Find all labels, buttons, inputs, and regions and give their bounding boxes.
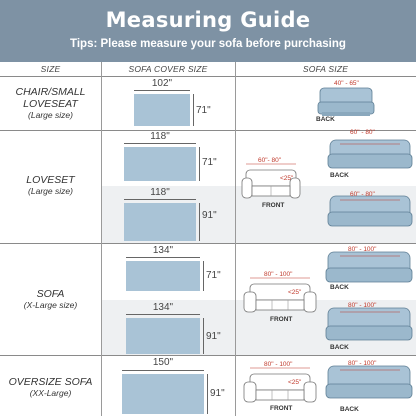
front-label: FRONT xyxy=(262,202,285,209)
front-label: FRONT xyxy=(270,405,293,412)
divider xyxy=(0,355,416,356)
height-line xyxy=(199,203,200,241)
cover-height-label: 71" xyxy=(196,105,211,116)
sofa-back-illustration xyxy=(324,300,414,354)
back-dimension: 80" - 100" xyxy=(348,246,377,253)
divider xyxy=(0,76,416,77)
cover-width-label: 118" xyxy=(150,187,170,198)
back-label: BACK xyxy=(330,284,349,291)
cover-height-label: 91" xyxy=(202,210,217,221)
cover-height-label: 91" xyxy=(210,388,225,399)
cover-width-label: 150" xyxy=(152,357,174,368)
back-label: BACK xyxy=(330,172,349,179)
size-name: LOVESET xyxy=(26,174,75,186)
divider xyxy=(235,62,236,416)
column-header-cover: SOFA COVER SIZE xyxy=(128,64,208,74)
cover-rectangle xyxy=(122,374,204,414)
sofa-back-illustration xyxy=(324,244,414,296)
cover-width-label: 134" xyxy=(152,302,174,313)
back-label: BACK xyxy=(316,116,335,123)
back-dimension: 80" - 100" xyxy=(348,302,377,309)
cover-width-label: 118" xyxy=(150,131,170,142)
sofa-back-illustration xyxy=(326,130,414,182)
width-line xyxy=(124,199,196,200)
width-line xyxy=(126,257,200,258)
sofa-front-illustration xyxy=(242,270,318,328)
size-sub: (Large size) xyxy=(28,186,73,196)
front-label: FRONT xyxy=(270,316,293,323)
back-dimension: 60" - 80" xyxy=(350,191,375,198)
front-dimension: 80" - 100" xyxy=(264,361,293,368)
size-sub: (X-Large size) xyxy=(23,300,78,310)
sofa-back-illustration xyxy=(326,188,414,240)
back-dimension: 60" - 80" xyxy=(350,129,375,136)
header-banner xyxy=(0,0,416,62)
cover-height-label: 91" xyxy=(206,331,221,342)
back-dimension: 40" - 65" xyxy=(334,80,359,87)
size-name: CHAIR/SMALL LOVESEAT xyxy=(15,86,86,110)
column-header-size: SIZE xyxy=(40,64,61,74)
size-label-oversize xyxy=(0,376,101,399)
cover-rectangle xyxy=(126,318,200,354)
size-name: OVERSIZE SOFA xyxy=(8,376,93,388)
tips-text: Tips: Please measure your sofa before purchasing xyxy=(70,38,346,50)
height-line xyxy=(203,261,204,291)
cover-height-label: 71" xyxy=(202,157,217,168)
size-sub: (Large size) xyxy=(28,110,73,120)
height-line xyxy=(199,147,200,181)
size-label-loveset xyxy=(0,174,101,197)
column-header-sofa: SOFA SIZE xyxy=(302,64,349,74)
height-line xyxy=(203,318,204,354)
cover-width-label: 102" xyxy=(151,78,173,89)
back-label: BACK xyxy=(330,344,349,351)
size-label-sofa xyxy=(0,288,101,311)
sofa-back-illustration xyxy=(324,358,414,416)
cover-rectangle xyxy=(124,147,196,181)
front-dimension: 60"- 80" xyxy=(258,157,282,164)
sofa-front-illustration xyxy=(240,156,302,214)
width-line xyxy=(126,314,200,315)
front-dimension: 80" - 100" xyxy=(264,271,293,278)
cover-rectangle xyxy=(126,261,200,291)
divider xyxy=(101,62,102,416)
cover-width-label: 134" xyxy=(152,245,174,256)
back-label: BACK xyxy=(340,406,359,413)
width-line xyxy=(134,90,190,91)
seat-depth: <25" xyxy=(280,175,294,182)
sofa-front-illustration xyxy=(242,360,318,416)
size-name: SOFA xyxy=(36,288,65,300)
seat-depth: <25" xyxy=(288,289,302,296)
size-sub: (XX-Large) xyxy=(29,388,72,398)
sofa-back-illustration xyxy=(316,82,376,126)
height-line xyxy=(207,374,208,414)
back-dimension: 80" - 100" xyxy=(348,360,377,367)
width-line xyxy=(124,143,196,144)
page-title: Measuring Guide xyxy=(105,8,311,32)
cover-rectangle xyxy=(134,94,190,126)
size-label-chair xyxy=(0,86,101,121)
width-line xyxy=(122,370,204,371)
cover-rectangle xyxy=(124,203,196,241)
height-line xyxy=(193,94,194,126)
cover-height-label: 71" xyxy=(206,270,221,281)
seat-depth: <25" xyxy=(288,379,302,386)
